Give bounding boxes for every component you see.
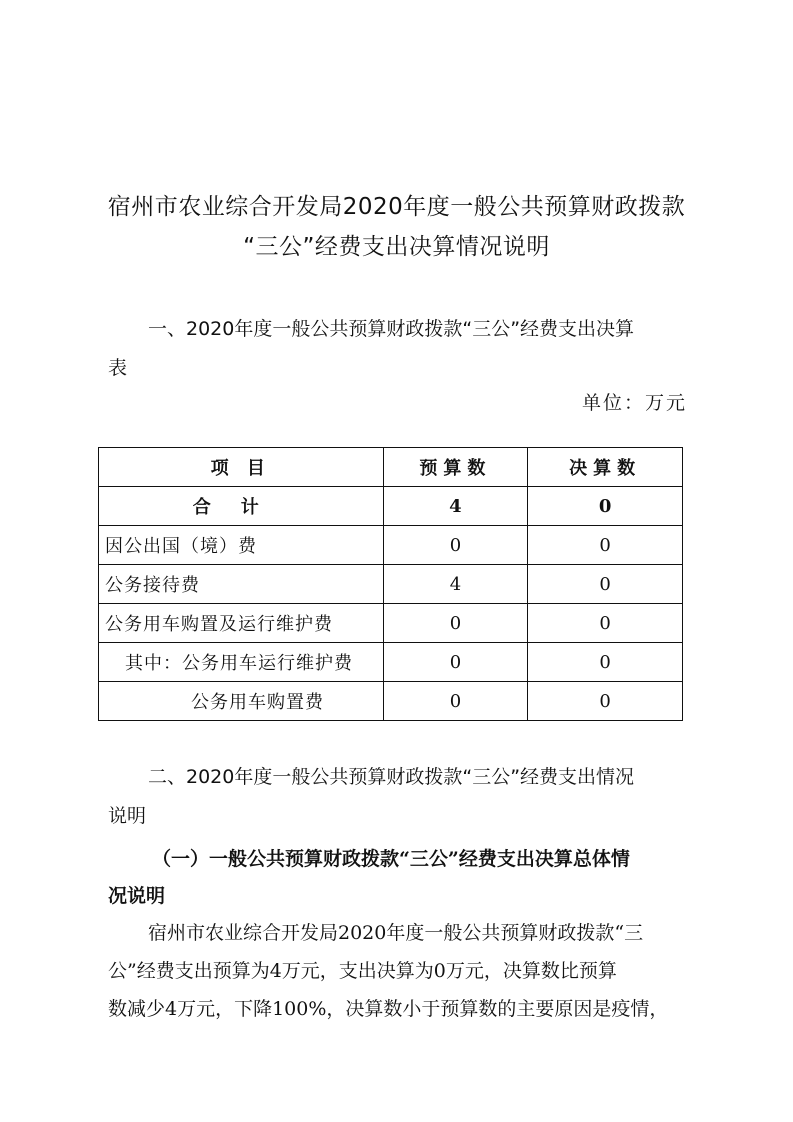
section1-heading-line2: 表: [108, 357, 128, 379]
body-paragraph-line2: 公”经费支出预算为4万元，支出决算为0万元，决算数比预算: [108, 960, 617, 982]
total-actual: 0: [528, 487, 683, 526]
section2-heading-line2: 说明: [108, 805, 147, 827]
document-title-line2: “三公”经费支出决算情况说明: [243, 234, 550, 260]
row-label: 公务用车购置费: [99, 682, 384, 721]
body-paragraph-line1: 宿州市农业综合开发局2020年度一般公共预算财政拨款“三: [148, 922, 644, 944]
document-title-line1: 宿州市农业综合开发局2020年度一般公共预算财政拨款: [107, 194, 686, 220]
unit-label: 单位：万元: [581, 392, 687, 414]
three-public-expenses-table: [98, 447, 683, 721]
section2-heading-line1: 二、2020年度一般公共预算财政拨款“三公”经费支出情况: [148, 766, 635, 788]
row-actual: 0: [528, 604, 683, 643]
row-budget: 0: [383, 682, 528, 721]
header-item: 项 目: [99, 448, 384, 487]
section1-heading-line1: 一、2020年度一般公共预算财政拨款“三公”经费支出决算: [148, 318, 635, 340]
table-row: [99, 643, 683, 682]
row-label: 公务用车购置及运行维护费: [99, 604, 384, 643]
row-actual: 0: [528, 682, 683, 721]
table-row: [99, 526, 683, 565]
row-label: 其中：公务用车运行维护费: [99, 643, 384, 682]
header-budget: 预算数: [383, 448, 528, 487]
table-total-row: [99, 487, 683, 526]
total-label: 合计: [99, 487, 384, 526]
table-row: [99, 565, 683, 604]
row-budget: 0: [383, 643, 528, 682]
table-row: [99, 682, 683, 721]
row-actual: 0: [528, 526, 683, 565]
row-budget: 4: [383, 565, 528, 604]
table-row: [99, 604, 683, 643]
table-header-row: [99, 448, 683, 487]
row-label: 因公出国（境）费: [99, 526, 384, 565]
row-label: 公务接待费: [99, 565, 384, 604]
row-actual: 0: [528, 565, 683, 604]
body-paragraph-line3: 数减少4万元，下降100%，决算数小于预算数的主要原因是疫情，: [108, 998, 669, 1020]
total-budget: 4: [383, 487, 528, 526]
row-budget: 0: [383, 526, 528, 565]
row-budget: 0: [383, 604, 528, 643]
subsection-heading-line2: 况说明: [108, 885, 166, 907]
header-actual: 决算数: [528, 448, 683, 487]
subsection-heading-line1: （一）一般公共预算财政拨款“三公”经费支出决算总体情: [152, 848, 630, 870]
row-actual: 0: [528, 643, 683, 682]
